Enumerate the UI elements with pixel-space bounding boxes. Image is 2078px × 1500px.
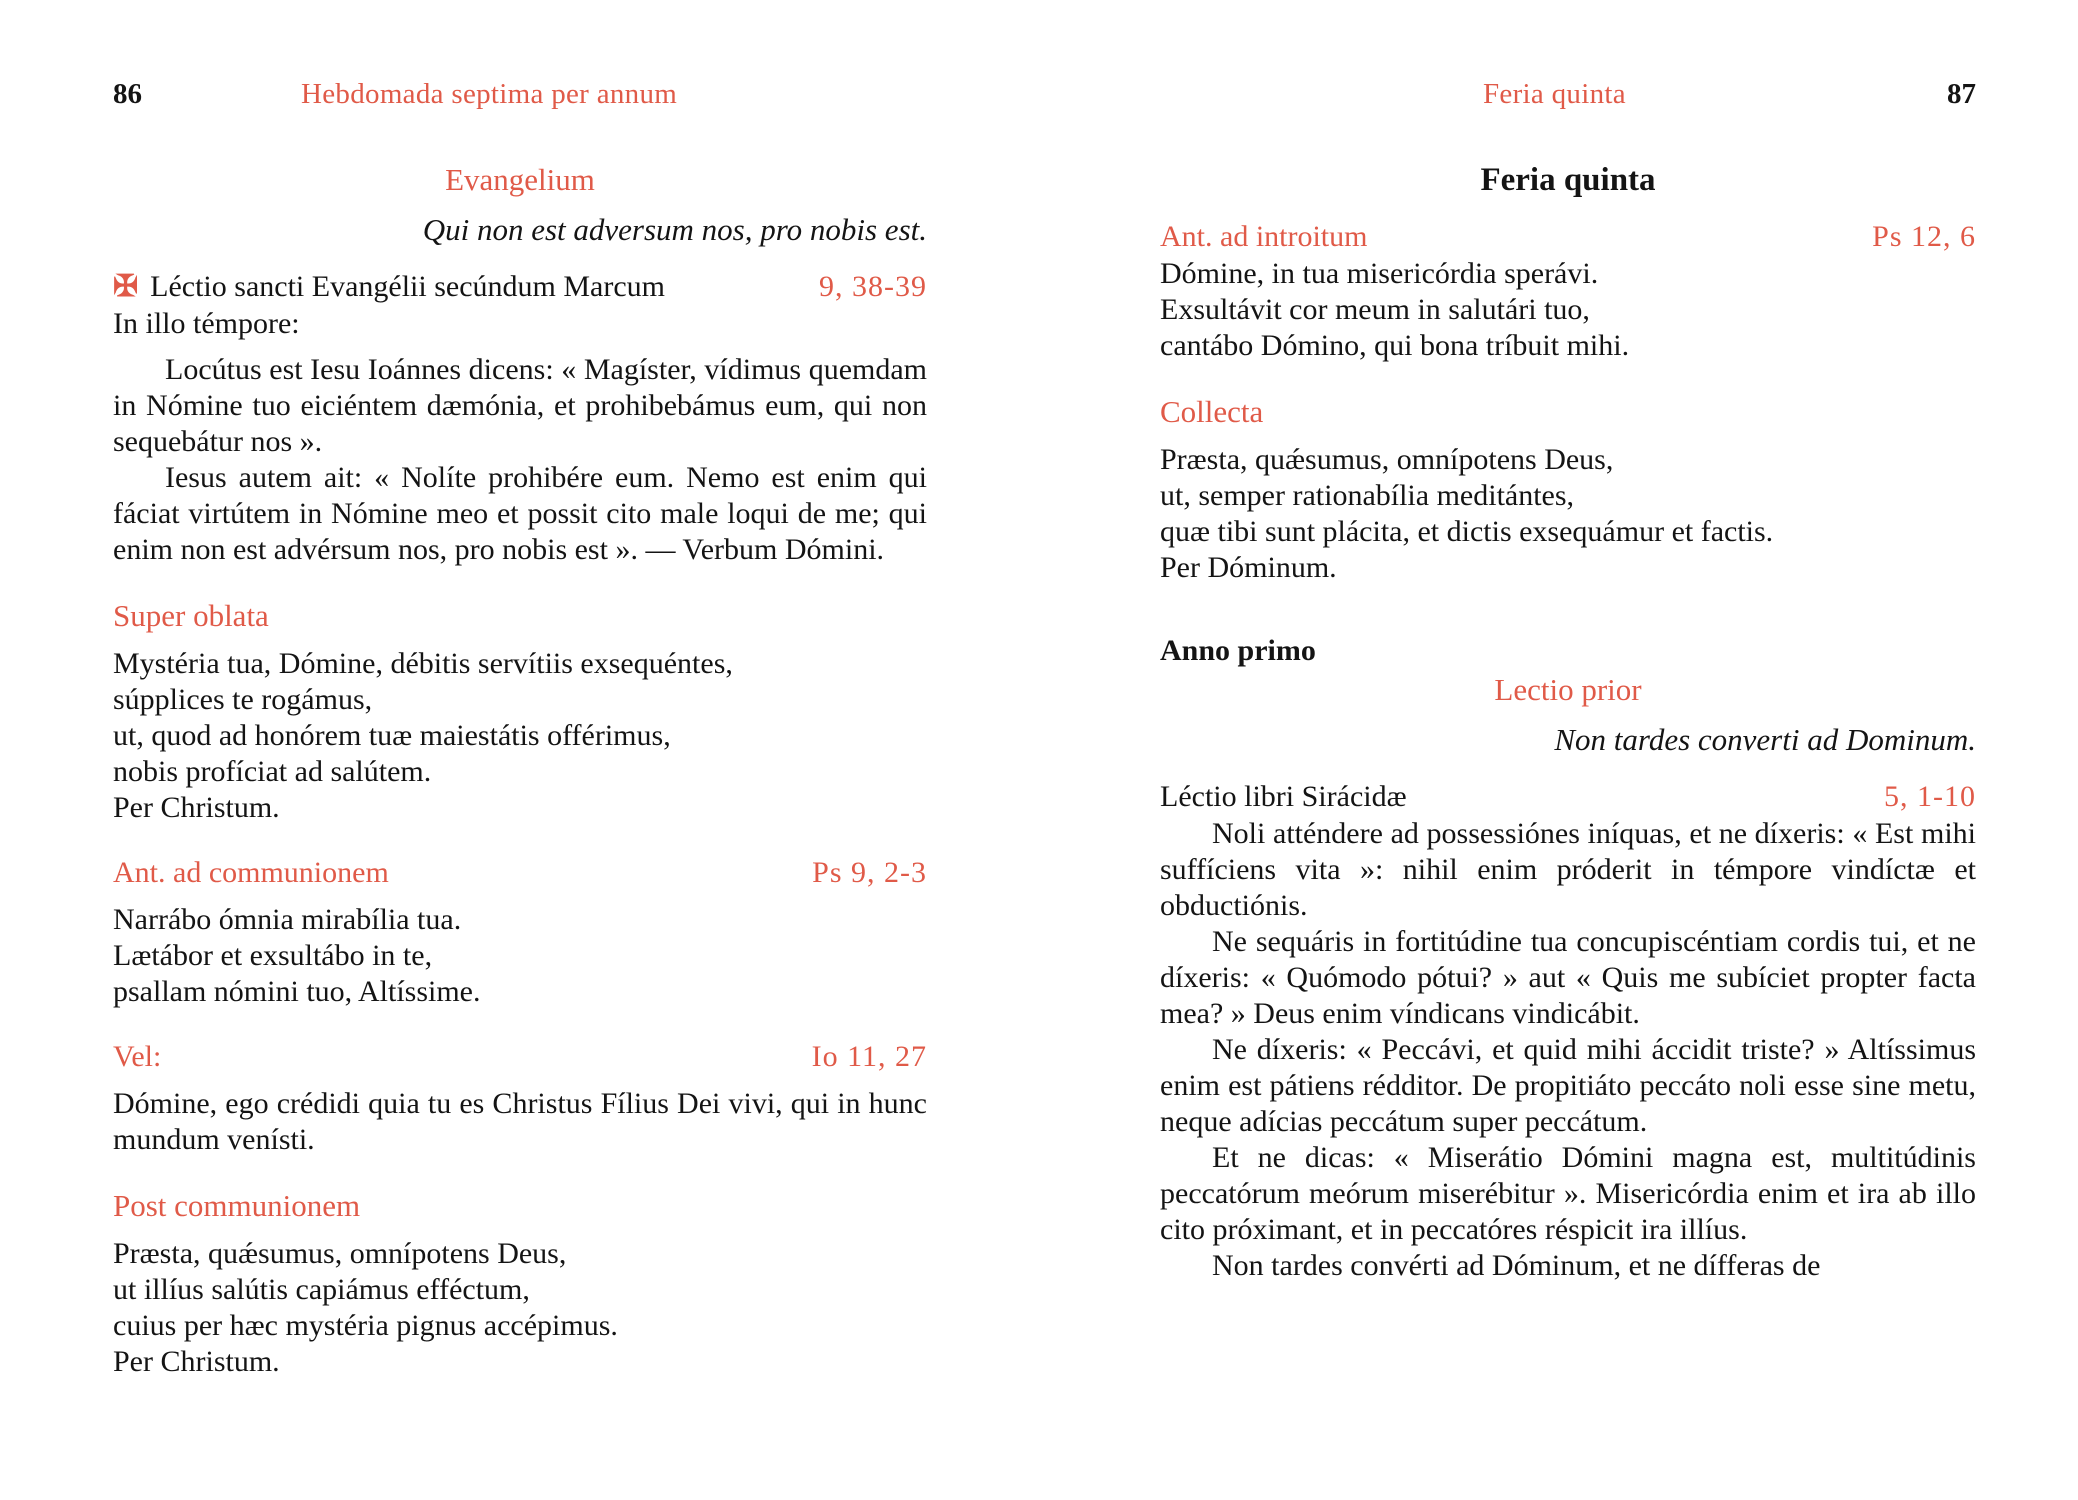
anno-primo-heading: Anno primo [1160, 634, 1316, 667]
evangelium-heading: Evangelium [445, 162, 595, 197]
running-head-title: Hebdomada septima per annum [301, 78, 678, 110]
antiphon-line: Exsultávit cor meum in salutári tuo, [1160, 293, 1590, 326]
prayer-line: Mystéria tua, Dómine, débitis servítiis exsequéntes, [113, 647, 733, 680]
gospel-paragraph: Locútus est Iesu Ioánnes dicens: « Magíster, vídimus quemdam in Nómine tuo eiciéntem dæmónia, et prohibebámus eum, qui non sequebátur nos ». [113, 353, 927, 458]
prayer-line: quæ tibi sunt plácita, et dictis exsequámur et factis. [1160, 515, 1774, 548]
lectio-prior-heading: Lectio prior [1494, 672, 1642, 707]
reading-paragraph: Ne sequáris in fortitúdine tua concupiscéntiam cordis tui, et ne díxeris: « Quómodo pótui? » aut « Quis me subíciet propter facta mea? » Deus enim víndicans vindicábit. [1160, 925, 1976, 1030]
ant-introitum-header [1160, 218, 1976, 256]
reading-intro: In illo témpore: [113, 307, 300, 340]
cross-icon: ✠ [113, 270, 139, 303]
vel-header [113, 1038, 927, 1076]
prayer-line: Præsta, quǽsumus, omnípotens Deus, [113, 1237, 567, 1270]
gospel-paragraph: Iesus autem ait: « Nolíte prohibére eum. Nemo est enim qui fáciat virtútem in Nómine meo et possit cito male loqui de me; qui enim non est advérsum nos, pro nobis est ». — Verbum Dómini. [113, 461, 927, 566]
antiphon-line: cantábo Dómino, qui bona tríbuit mihi. [1160, 329, 1630, 362]
collecta-heading: Collecta [1160, 394, 1264, 429]
antiphon-line: Dómine, in tua misericórdia sperávi. [1160, 257, 1599, 290]
prayer-line: Præsta, quǽsumus, omnípotens Deus, [1160, 443, 1614, 476]
antiphon-line: Lætábor et exsultábo in te, [113, 939, 433, 972]
reading-label: Léctio libri Sirácidæ [1160, 780, 1407, 813]
reading-label: Léctio sancti Evangélii secúndum Marcum [150, 270, 665, 303]
day-heading: Feria quinta [1480, 162, 1656, 198]
right-page-content [1160, 160, 1976, 1284]
prayer-line: ut, quod ad honórem tuæ maiestátis offérimus, [113, 719, 671, 752]
reading-paragraph: Ne díxeris: « Peccávi, et quid mihi áccidit triste? » Altíssimus enim est pátiens rédditor. De propitiáto peccáto noli esse sine metu, neque adícias peccátum super peccátum. [1160, 1033, 1976, 1138]
ant-communionem-reference: Ps 9, 2-3 [812, 856, 927, 889]
reading-paragraph: Non tardes convérti ad Dóminum, et ne dífferas de [1212, 1249, 1821, 1282]
prayer-line: ut, semper rationabília meditántes, [1160, 479, 1575, 512]
prayer-line: nobis profíciat ad salútem. [113, 755, 432, 788]
left-page-content [113, 160, 927, 1380]
reading-reference: 5, 1-10 [1884, 780, 1976, 813]
antiphon-line: Narrábo ómnia mirabília tua. [113, 903, 462, 936]
reading-line [113, 268, 927, 306]
prayer-line: ut illíus salútis capiámus efféctum, [113, 1273, 530, 1306]
vel-heading: Vel: [113, 1040, 162, 1073]
prayer-line: súpplices te rogámus, [113, 683, 373, 716]
running-head-title: Feria quinta [1483, 78, 1626, 110]
lectio-prior-subtitle: Non tardes converti ad Dominum. [1554, 722, 1976, 757]
ant-introitum-heading: Ant. ad introitum [1160, 220, 1368, 253]
running-header [113, 78, 927, 118]
page-number: 87 [1947, 78, 1976, 110]
ant-communionem-header [113, 854, 927, 892]
right-page [1160, 0, 1976, 1500]
prayer-line: cuius per hæc mystéria pignus accépimus. [113, 1309, 618, 1342]
prayer-line: Per Christum. [113, 791, 280, 824]
antiphon-line: psallam nómini tuo, Altíssime. [113, 975, 481, 1008]
ant-introitum-reference: Ps 12, 6 [1872, 220, 1976, 253]
ant-communionem-heading: Ant. ad communionem [113, 856, 389, 889]
vel-text: Dómine, ego crédidi quia tu es Christus Fílius Dei vivi, qui in hunc mundum venísti. [113, 1087, 927, 1156]
reading-reference: 9, 38-39 [819, 270, 927, 303]
reading-paragraph: Noli atténdere ad possessiónes iníquas, et ne díxeris: « Est mihi suffíciens vita »: nihil enim próderit in témpore vindíctæ et obductiónis. [1160, 817, 1976, 922]
prayer-line: Per Dóminum. [1160, 551, 1337, 584]
super-oblata-heading: Super oblata [113, 598, 269, 633]
left-page [113, 0, 927, 1500]
post-communionem-heading: Post communionem [113, 1188, 361, 1223]
evangelium-subtitle: Qui non est adversum nos, pro nobis est. [422, 212, 927, 247]
running-header [1160, 78, 1976, 118]
vel-reference: Io 11, 27 [811, 1040, 927, 1073]
reading-line [1160, 778, 1976, 816]
reading-paragraph: Et ne dicas: « Miserátio Dómini magna est, multitúdinis peccatórum meórum miserébitur ». Misericórdia enim et ira ab illo cito próximant, et in peccatóres réspicit ira illíus. [1160, 1141, 1976, 1246]
prayer-line: Per Christum. [113, 1345, 280, 1378]
page-number: 86 [113, 78, 142, 110]
